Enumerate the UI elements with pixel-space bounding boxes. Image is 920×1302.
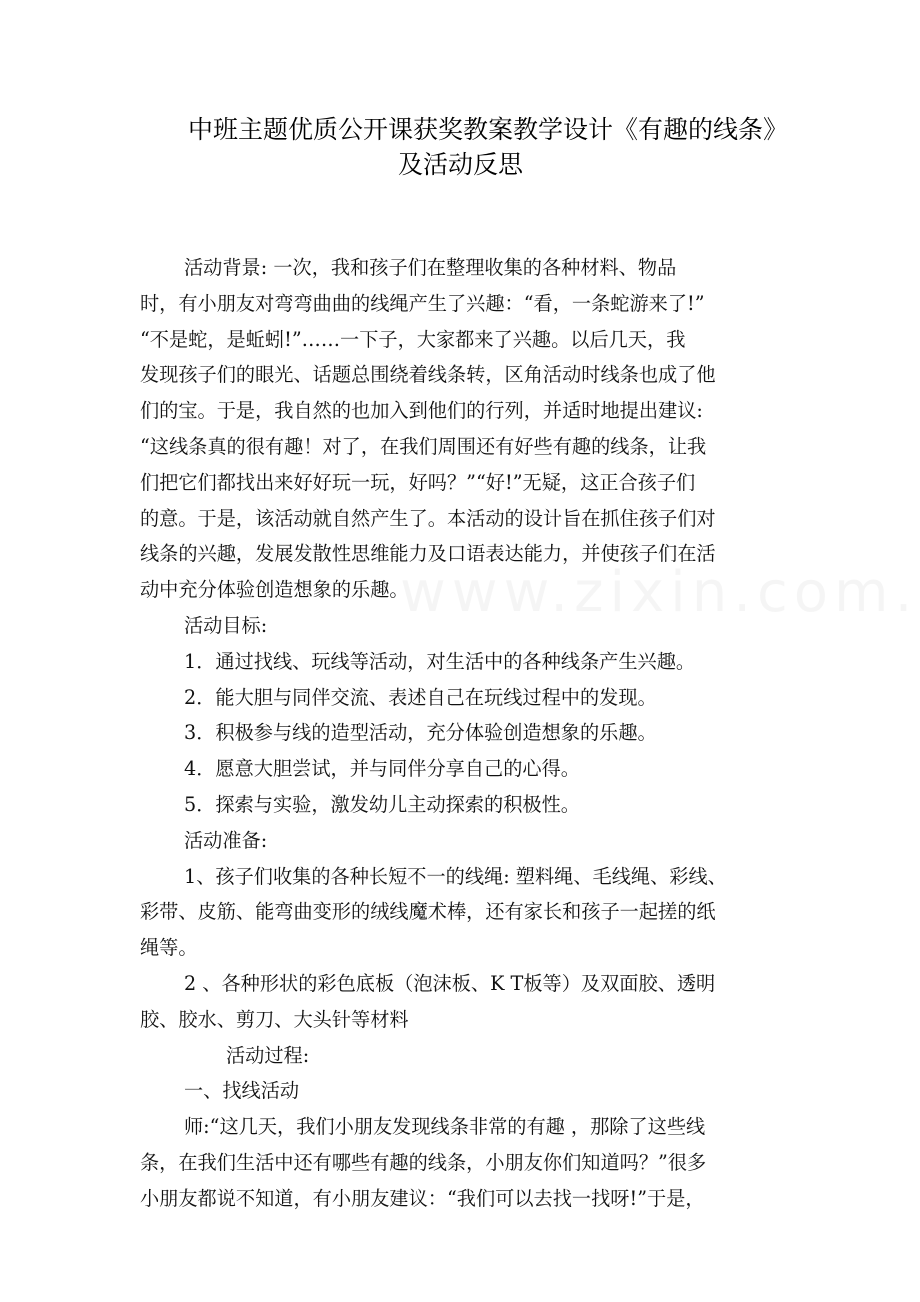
body-line: 活动准备: bbox=[184, 828, 268, 852]
body-line: 活动目标: bbox=[184, 613, 268, 637]
body-line: 活动过程: bbox=[226, 1043, 310, 1067]
body-line: 彩带、皮筋、能弯曲变形的绒线魔术棒，还有家长和孩子一起搓的纸 bbox=[140, 900, 716, 924]
body-line: “不是蛇，是蚯蚓!”……一下子，大家都来了兴趣。以后几天，我 bbox=[140, 327, 686, 351]
body-line: 小朋友都说不知道，有小朋友建议：“我们可以去找一找呀!”于是， bbox=[140, 1186, 705, 1210]
body-line: 时，有小朋友对弯弯曲曲的线绳产生了兴趣：“看，一条蛇游来了!” bbox=[140, 291, 705, 315]
body-line: 2 、各种形状的彩色底板（泡沫板、K T板等）及双面胶、透明 bbox=[184, 971, 716, 995]
body-line: 2．能大胆与同伴交流、表述自己在玩线过程中的发现。 bbox=[184, 685, 657, 709]
body-line: 3．积极参与线的造型活动，充分体验创造想象的乐趣。 bbox=[184, 721, 657, 745]
body-line: 们把它们都找出来好好玩一玩，好吗？”“好!”无疑，这正合孩子们 bbox=[140, 470, 696, 494]
title-line-1: 中班主题优质公开课获奖教案教学设计《有趣的线条》 bbox=[188, 115, 789, 144]
body-line: 活动背景: 一次，我和孩子们在整理收集的各种材料、物品 bbox=[184, 256, 677, 279]
body-line: 4．愿意大胆尝试，并与同伴分享自己的心得。 bbox=[184, 757, 580, 781]
body-line: 1、孩子们收集的各种长短不一的线绳: 塑料绳、毛线绳、彩线、 bbox=[184, 864, 727, 888]
title-line-2: 及活动反思 bbox=[398, 150, 524, 179]
body-line: 一、找线活动 bbox=[184, 1079, 300, 1103]
body-line: 5．探索与实验，激发幼儿主动探索的积极性。 bbox=[184, 792, 580, 816]
body-line: “这线条真的很有趣！对了，在我们周围还有好些有趣的线条，让我 bbox=[140, 434, 707, 458]
document-title bbox=[140, 112, 820, 182]
body-line: 发现孩子们的眼光、话题总围绕着线条转，区角活动时线条也成了他 bbox=[140, 363, 716, 387]
body-line: 胶、胶水、剪刀、大头针等材料 bbox=[140, 1007, 409, 1031]
body-line: 绳等。 bbox=[140, 936, 198, 960]
body-line: 们的宝。于是，我自然的也加入到他们的行列，并适时地提出建议: bbox=[140, 399, 703, 423]
document-body bbox=[140, 250, 800, 1217]
body-line: 的意。于是，该活动就自然产生了。本活动的设计旨在抓住孩子们对 bbox=[140, 506, 716, 530]
body-line: 师:“这几天，我们小朋友发现线条非常的有趣 ，那除了这些线 bbox=[184, 1115, 706, 1139]
body-line: 线条的兴趣，发展发散性思维能力及口语表达能力，并使孩子们在活 bbox=[140, 542, 716, 566]
body-line: 条，在我们生活中还有哪些有趣的线条，小朋友你们知道吗？”很多 bbox=[140, 1150, 707, 1174]
body-line: 1．通过找线、玩线等活动，对生活中的各种线条产生兴趣。 bbox=[184, 649, 696, 673]
body-line: 动中充分体验创造想象的乐趣。 bbox=[140, 578, 409, 602]
